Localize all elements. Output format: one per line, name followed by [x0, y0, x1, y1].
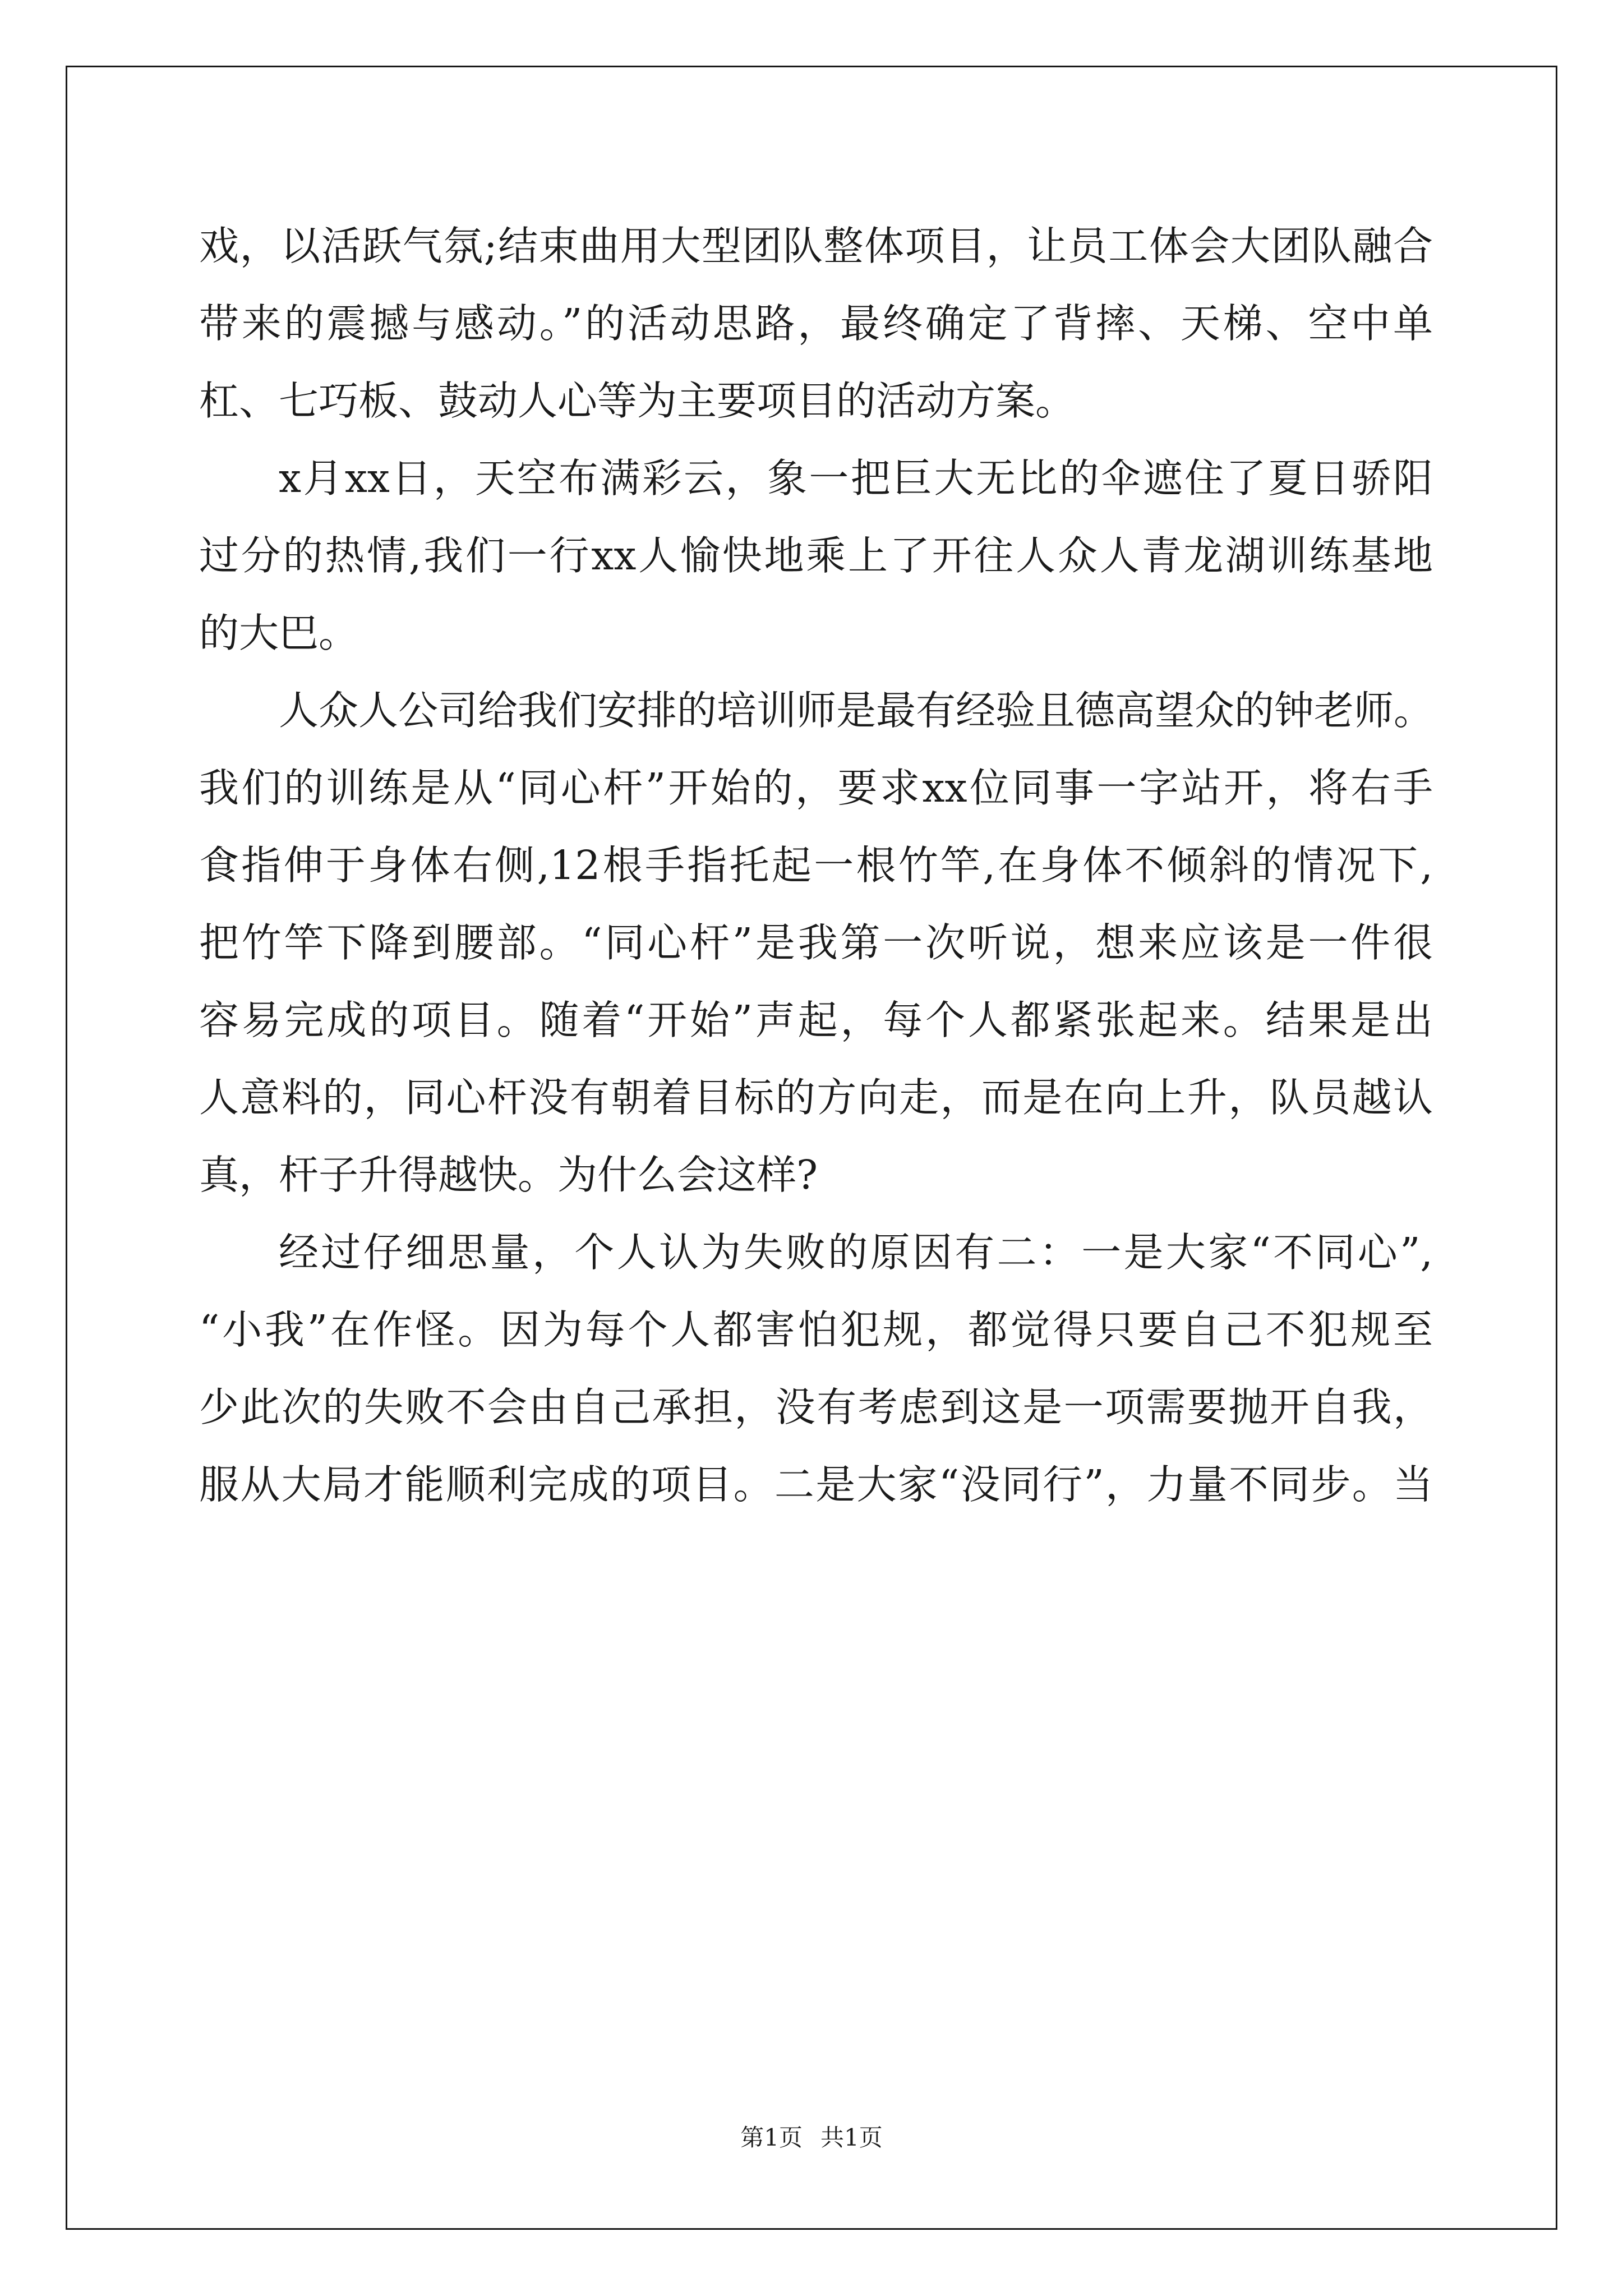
text-line: 把竹竿下降到腰部。“同心杆”是我第一次听说，想来应该是一件很 [199, 919, 1433, 966]
text-line: 人意料的，同心杆没有朝着目标的方向走，而是在向上升，队员越认 [199, 1074, 1433, 1121]
text-line: 少此次的失败不会由自己承担，没有考虑到这是一项需要抛开自我， [199, 1384, 1433, 1430]
text-line: 真，杆子升得越快。为什么会这样? [199, 1152, 818, 1198]
paragraph-first-line: 人众人公司给我们安排的培训师是最有经验且德高望众的钟老师。 [279, 687, 1434, 734]
text-line: 容易完成的项目。随着“开始”声起，每个人都紧张起来。结果是出 [199, 997, 1433, 1043]
paragraph-first-line: x月xx日，天空布满彩云，象一把巨大无比的伞遮住了夏日骄阳 [279, 455, 1433, 501]
text-line: 杠、七巧板、鼓动人心等为主要项目的活动方案。 [199, 378, 1076, 424]
page-footer [0, 2119, 1623, 2153]
text-line: 服从大局才能顺利完成的项目。二是大家“没同行”，力量不同步。当 [199, 1461, 1433, 1508]
text-line: 带来的震撼与感动。”的活动思路，最终确定了背摔、天梯、空中单 [199, 300, 1433, 347]
page-total: 共1页 [820, 2124, 883, 2151]
paragraph-first-line: 经过仔细思量，个人认为失败的原因有二：一是大家“不同心”, [279, 1229, 1433, 1276]
text-line: “小我”在作怪。因为每个人都害怕犯规，都觉得只要自己不犯规至 [199, 1306, 1433, 1353]
page-number: 第1页 [740, 2124, 803, 2151]
text-line: 过分的热情,我们一行xx人愉快地乘上了开往人众人青龙湖训练基地 [199, 532, 1433, 579]
text-line: 的大巴。 [199, 610, 359, 656]
text-line: 食指伸于身体右侧,12根手指托起一根竹竿,在身体不倾斜的情况下, [199, 842, 1433, 889]
text-line: 戏，以活跃气氛;结束曲用大型团队整体项目，让员工体会大团队融合 [199, 223, 1433, 269]
document-body [199, 208, 1433, 1524]
text-line: 我们的训练是从“同心杆”开始的，要求xx位同事一字站开，将右手 [199, 765, 1433, 811]
